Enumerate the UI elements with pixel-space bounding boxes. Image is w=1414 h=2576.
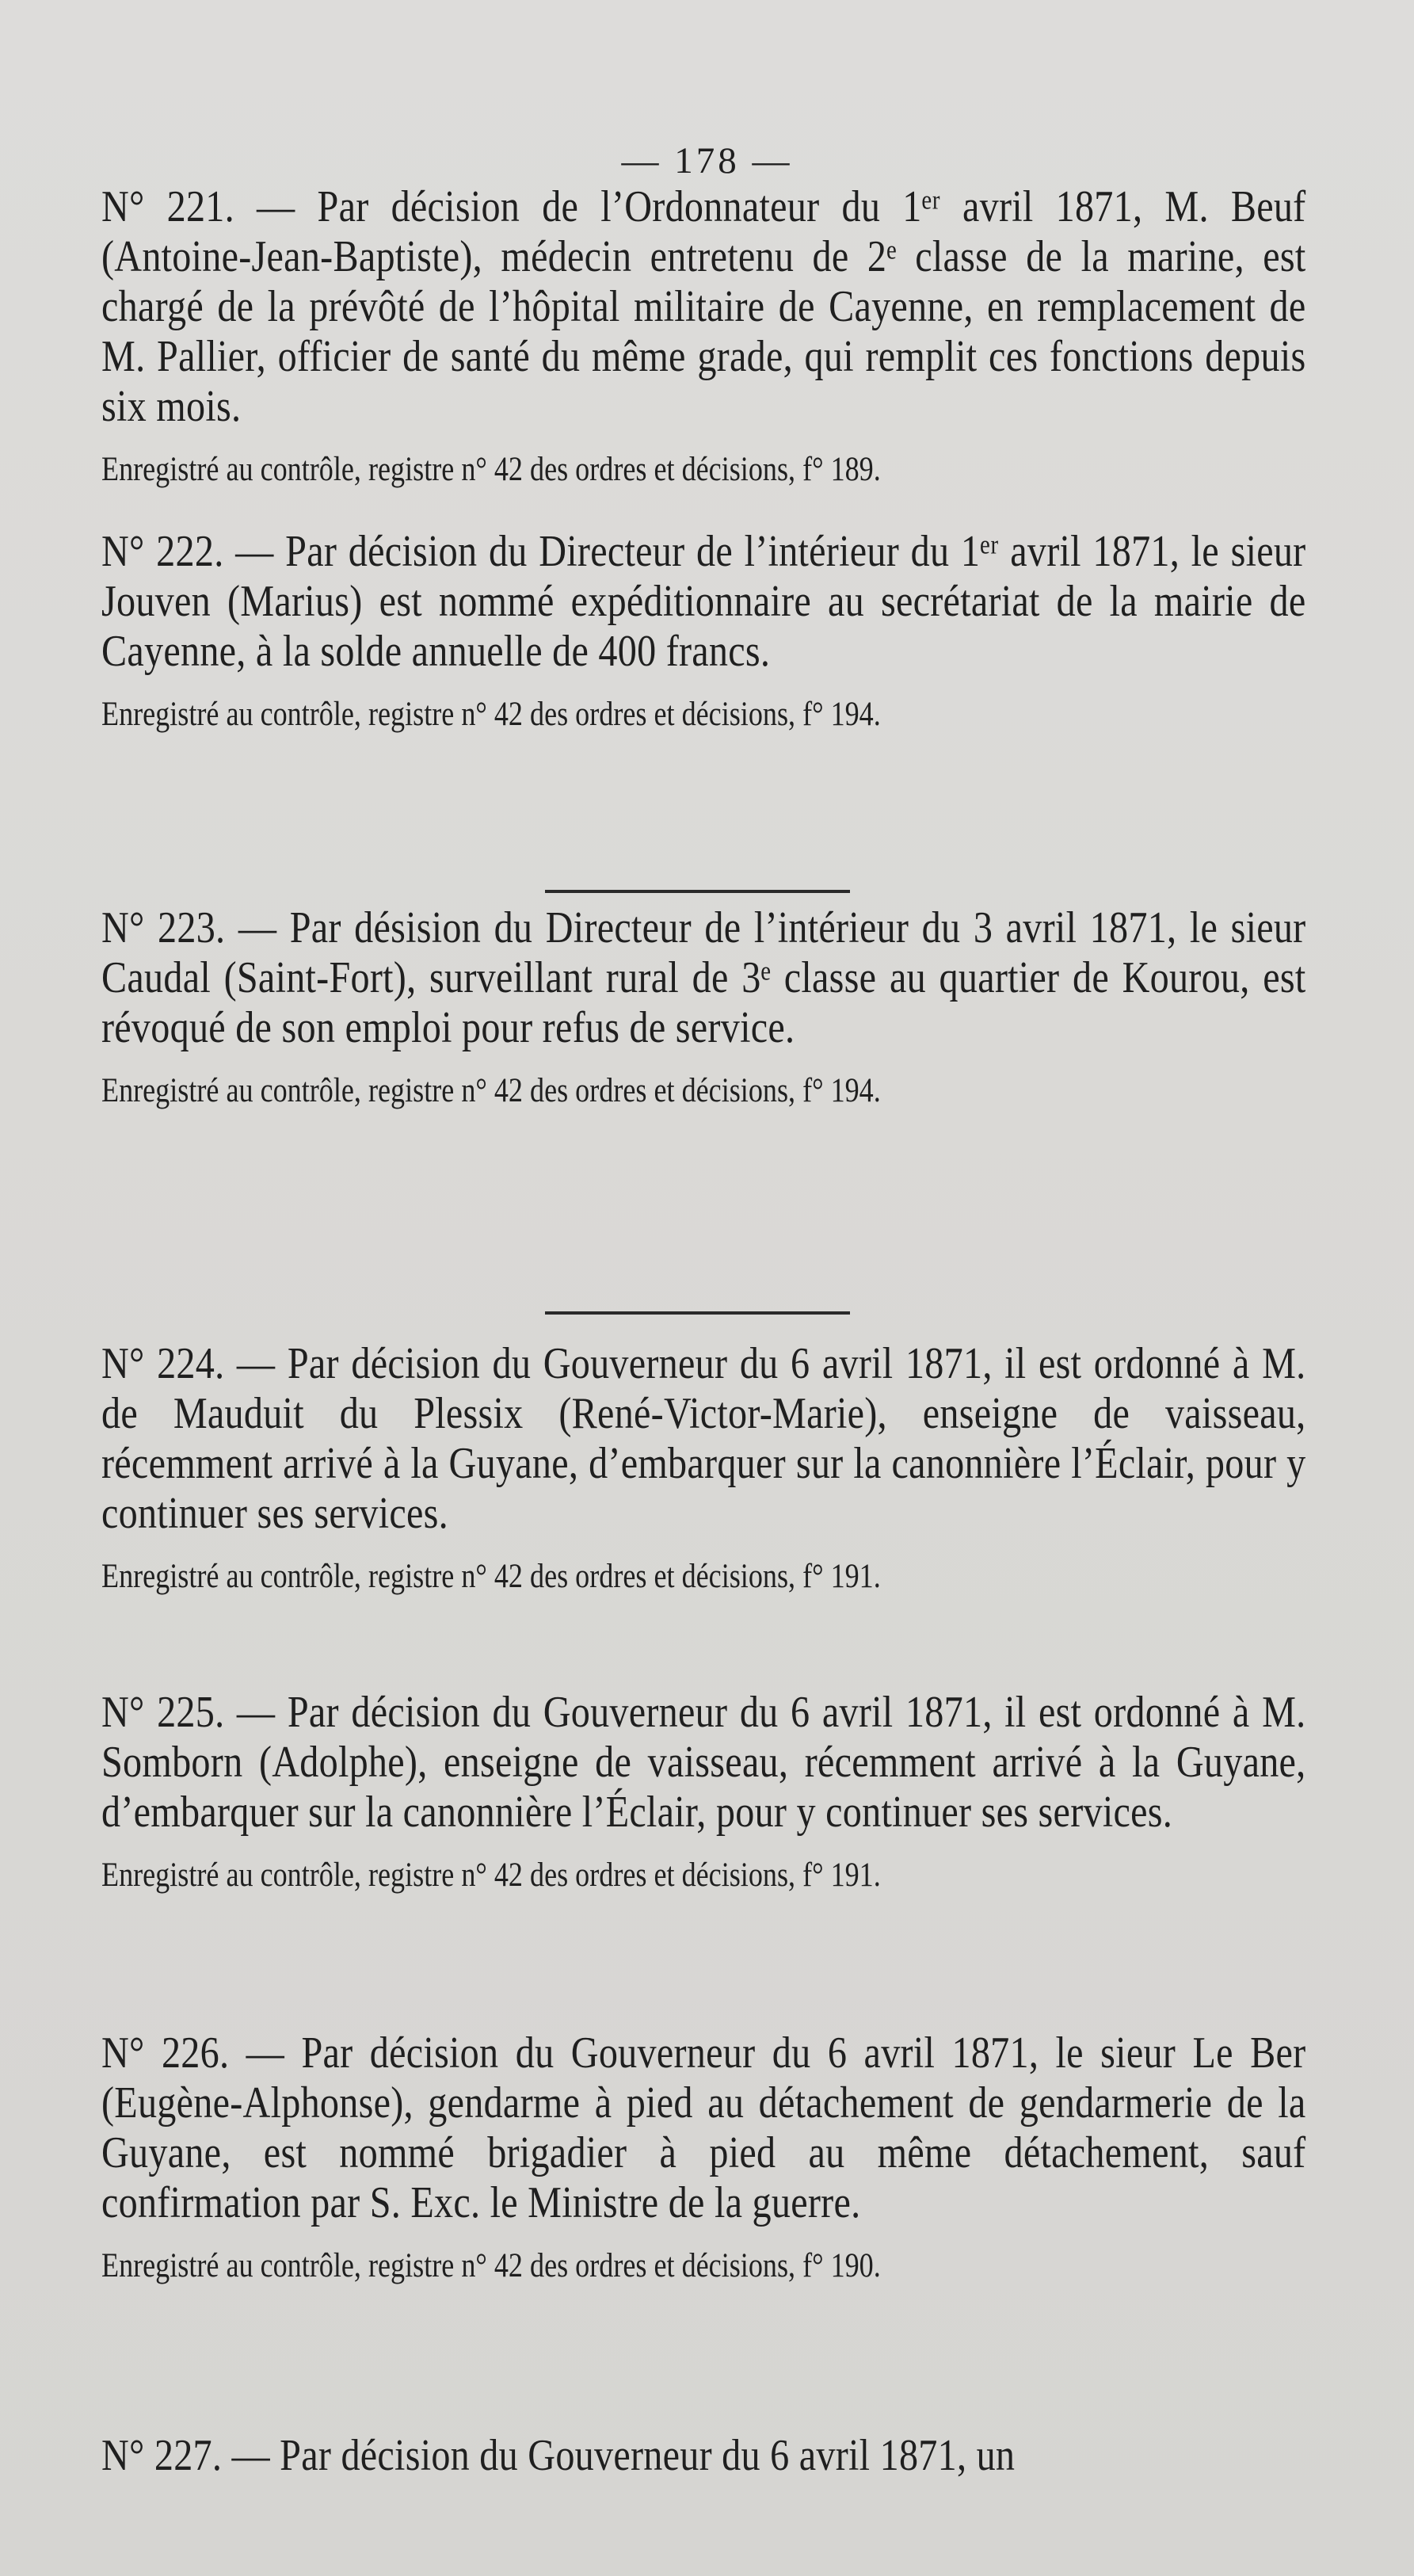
entry-226 (101, 2028, 1305, 2287)
entry-221 (101, 182, 1305, 490)
entry-222 (101, 527, 1305, 735)
entry-224 (101, 1339, 1305, 1597)
entry-text: N° 223. — Par désision du Directeur de l’intérieur du 3 avril 1871, le sieur Caudal (Saint-Fort), surveillant rural de 3ᵉ classe au quartier de Kourou, est révoqué de son emploi pour refus de service. (101, 903, 1306, 1052)
section-divider (545, 1311, 850, 1315)
section-divider (545, 890, 850, 893)
page-number: — 178 — (621, 140, 793, 181)
entry-text: N° 225. — Par décision du Gouverneur du 6 avril 1871, il est ordonné à M. Somborn (Adolphe), enseigne de vaisseau, récemment arrivé à la Guyane, d’embarquer sur la canonnière l’Éclair, pour y continuer ses services. (101, 1688, 1306, 1837)
registration-note: Enregistré au contrôle, registre n° 42 des ordres et décisions, f° 194. (101, 1072, 881, 1109)
entry-text: N° 222. — Par décision du Directeur de l’intérieur du 1ᵉʳ avril 1871, le sieur Jouven (Marius) est nommé expéditionnaire au secrétariat de la mairie de Cayenne, à la solde annuelle de 400 francs. (101, 527, 1306, 676)
registration-note: Enregistré au contrôle, registre n° 42 des ordres et décisions, f° 190. (101, 2247, 881, 2284)
entry-text: N° 221. — Par décision de l’Ordonnateur du 1ᵉʳ avril 1871, M. Beuf (Antoine-Jean-Baptiste), médecin entretenu de 2ᵉ classe de la marine, est chargé de la prévôté de l’hôpital militaire de Cayenne, en remplacement de M. Pallier, officier de santé du même grade, qui remplit ces fonctions depuis six mois. (101, 182, 1306, 431)
registration-note: Enregistré au contrôle, registre n° 42 des ordres et décisions, f° 189. (101, 451, 881, 488)
entry-227 (101, 2431, 1305, 2481)
entry-text: N° 227. — Par décision du Gouverneur du 6 avril 1871, un (101, 2431, 1016, 2480)
entry-225 (101, 1688, 1305, 1896)
registration-note: Enregistré au contrôle, registre n° 42 des ordres et décisions, f° 194. (101, 696, 881, 733)
entry-text: N° 226. — Par décision du Gouverneur du 6 avril 1871, le sieur Le Ber (Eugène-Alphonse), gendarme à pied au détachement de gendarmerie de la Guyane, est nommé brigadier à pied au même détachement, sauf confirmation par S. Exc. le Ministre de la guerre. (101, 2028, 1306, 2227)
entry-223 (101, 903, 1305, 1112)
registration-note: Enregistré au contrôle, registre n° 42 des ordres et décisions, f° 191. (101, 1558, 881, 1595)
entry-text: N° 224. — Par décision du Gouverneur du 6 avril 1871, il est ordonné à M. de Mauduit du Plessix (René-Victor-Marie), enseigne de vaisseau, récemment arrivé à la Guyane, d’embarquer sur la canonnière l’Éclair, pour y continuer ses services. (101, 1339, 1306, 1538)
registration-note: Enregistré au contrôle, registre n° 42 des ordres et décisions, f° 191. (101, 1857, 881, 1894)
